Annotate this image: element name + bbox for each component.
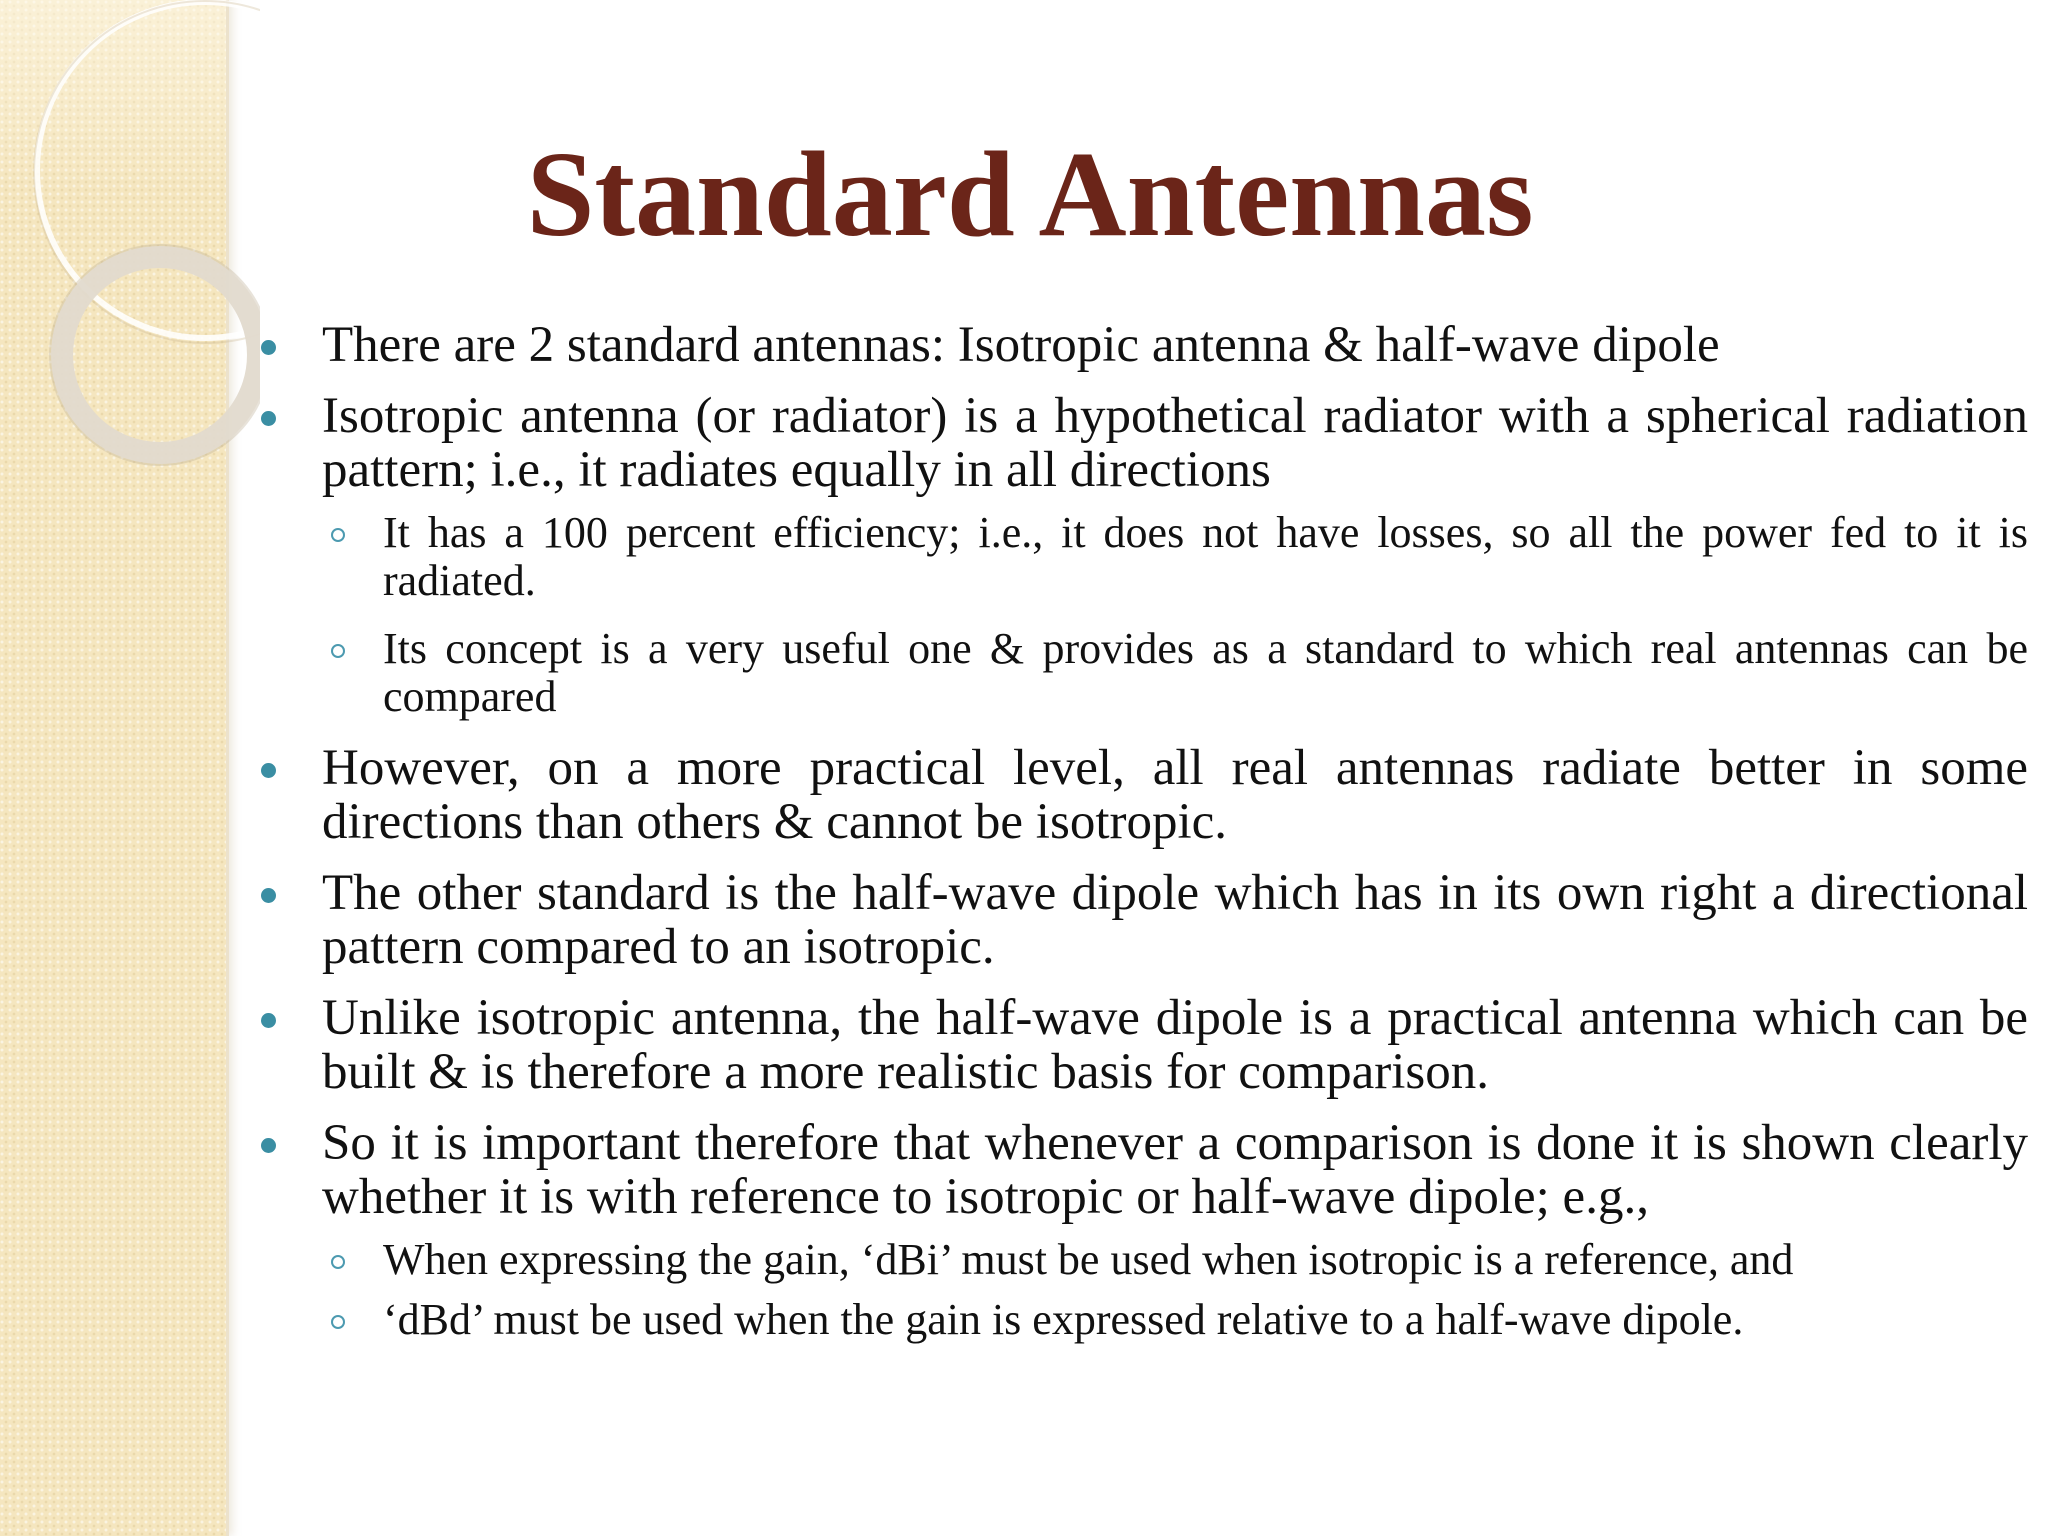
bullet-text: So it is important therefore that whenever a comparison is done it is shown clearly whether it is with reference to isotropic or half-wave dipole; e.g., <box>322 1115 2028 1225</box>
bullet-ring-icon <box>331 1255 345 1269</box>
sub-bullet-text: Its concept is a very useful one & provides as a standard to which real antennas can be compared <box>383 624 2028 721</box>
bullet-item <box>250 866 2028 974</box>
decorative-rings <box>0 0 260 520</box>
bullet-dot-icon <box>261 888 276 903</box>
bullet-text: There are 2 standard antennas: Isotropic antenna & half-wave dipole <box>322 317 1720 373</box>
bullet-ring-icon <box>331 644 345 658</box>
bullet-item <box>250 318 2028 372</box>
bullet-text: Unlike isotropic antenna, the half-wave dipole is a practical antenna which can be built & is therefore a more realistic basis for comparison. <box>322 990 2028 1100</box>
bullet-dot-icon <box>261 1013 276 1028</box>
bullet-list <box>250 318 2028 1344</box>
sub-bullet-item <box>250 509 2028 605</box>
bullet-dot-icon <box>261 340 276 355</box>
bullet-item <box>250 991 2028 1099</box>
sub-bullet-text: ‘dBd’ must be used when the gain is expressed relative to a half-wave dipole. <box>383 1295 1744 1344</box>
sub-bullet-text: When expressing the gain, ‘dBi’ must be used when isotropic is a reference, and <box>383 1235 1794 1284</box>
bullet-item <box>250 1116 2028 1224</box>
bullet-item <box>250 741 2028 849</box>
bullet-dot-icon <box>261 763 276 778</box>
sub-bullet-text: It has a 100 percent efficiency; i.e., it does not have losses, so all the power fed to it is radiated. <box>383 508 2028 605</box>
sub-bullet-item <box>250 625 2028 721</box>
sub-bullet-item <box>250 1236 2028 1284</box>
bullet-ring-icon <box>331 528 345 542</box>
bullet-dot-icon <box>261 411 276 426</box>
slide-title: Standard Antennas <box>526 127 1534 262</box>
bullet-dot-icon <box>261 1138 276 1153</box>
bullet-item <box>250 389 2028 497</box>
bullet-ring-icon <box>331 1315 345 1329</box>
bullet-text: Isotropic antenna (or radiator) is a hypothetical radiator with a spherical radiation pattern; i.e., it radiates equally in all directions <box>322 388 2028 498</box>
decorative-ring-small <box>62 257 258 453</box>
bullet-text: However, on a more practical level, all real antennas radiate better in some directions than others & cannot be isotropic. <box>322 740 2028 850</box>
sub-bullet-item <box>250 1296 2028 1344</box>
bullet-text: The other standard is the half-wave dipole which has in its own right a directional pattern compared to an isotropic. <box>322 865 2028 975</box>
